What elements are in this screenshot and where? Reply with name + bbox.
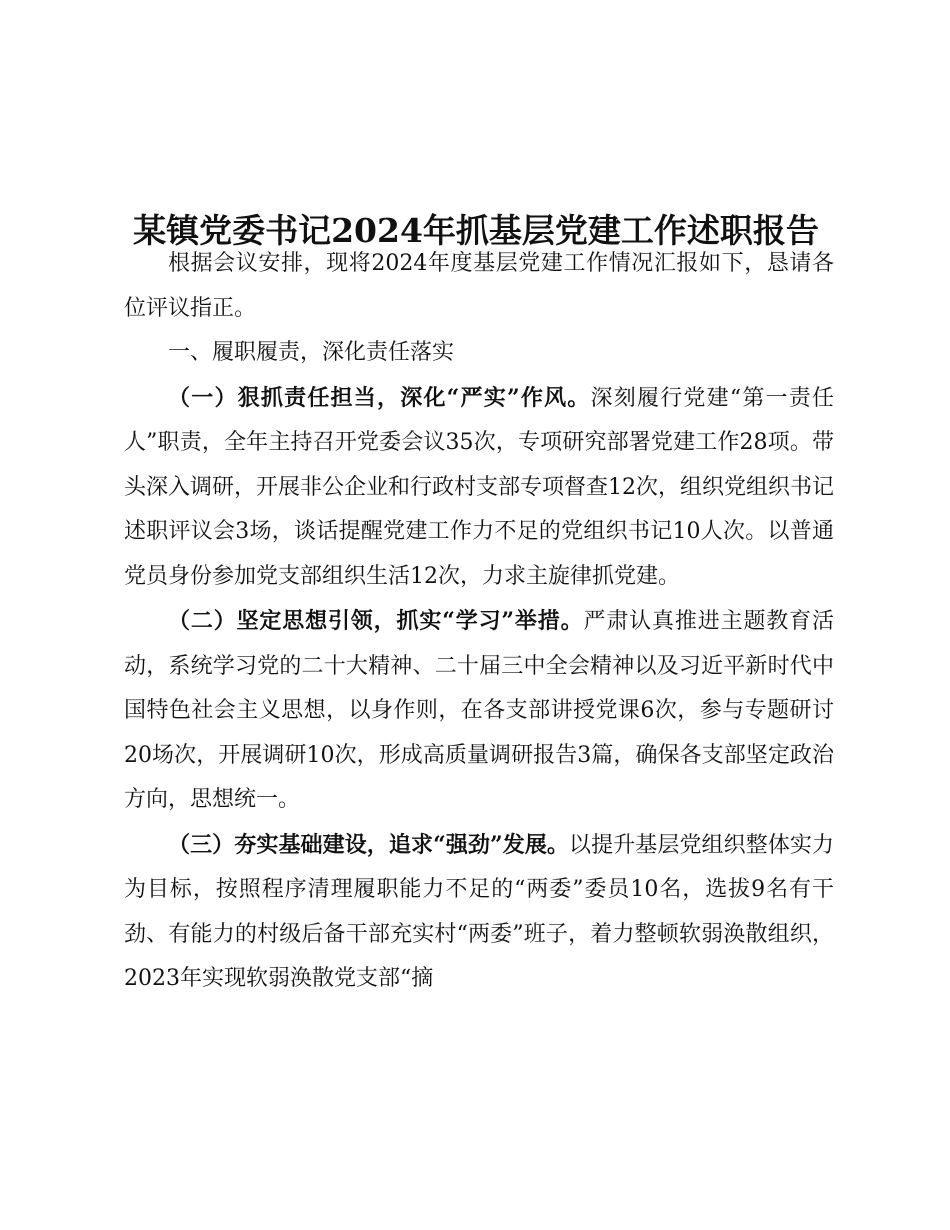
paragraph-2-lead: （二）坚定思想引领，抓实“学习”举措。: [168, 608, 584, 634]
document-title: 某镇党委书记2024年抓基层党建工作述职报告: [133, 211, 819, 250]
paragraph-2-text: 严肃认真推进主题教育活动，系统学习党的二十大精神、二十届三中全会精神以及习近平新时代中国特色社会主义思想，以身作则，在各支部讲授党课6次，参与专题研讨20场次，开展调研10次，形成高质量调研报告3篇，确保各支部坚定政治方向，思想统一。: [124, 609, 834, 812]
paragraph-3-lead: （三）夯实基础建设，追求“强劲”发展。: [168, 831, 570, 858]
paragraph-3: [124, 823, 834, 1002]
intro-paragraph: 根据会议安排，现将2024年度基层党建工作情况汇报如下，恳请各位评议指正。: [124, 251, 834, 321]
document-body: [124, 242, 834, 1002]
paragraph-2: [124, 599, 834, 823]
paragraph-1-lead: （一）狠抓责任担当，深化“严实”作风。: [168, 384, 591, 411]
paragraph-1: [124, 376, 834, 600]
paragraph-1-text: 深刻履行党建“第一责任人”职责，全年主持召开党委会议35次，专项研究部署党建工作28项。带头深入调研，开展非公企业和行政村支部专项督查12次，组织党组织书记述职评议会3场，谈话提醒党建工作力不足的党组织书记10人次。以普通党员身份参加党支部组织生活12次，力求主旋律抓党建。: [124, 385, 834, 589]
section-heading: 一、履职履责，深化责任落实: [168, 340, 455, 365]
paragraph-3-text: 以提升基层党组织整体实力为目标，按照程序清理履职能力不足的“两委”委员10名，选拔9名有干劲、有能力的村级后备干部充实村“两委”班子，着力整顿软弱涣散组织，2023年实现软弱涣散党支部“摘: [124, 832, 834, 991]
